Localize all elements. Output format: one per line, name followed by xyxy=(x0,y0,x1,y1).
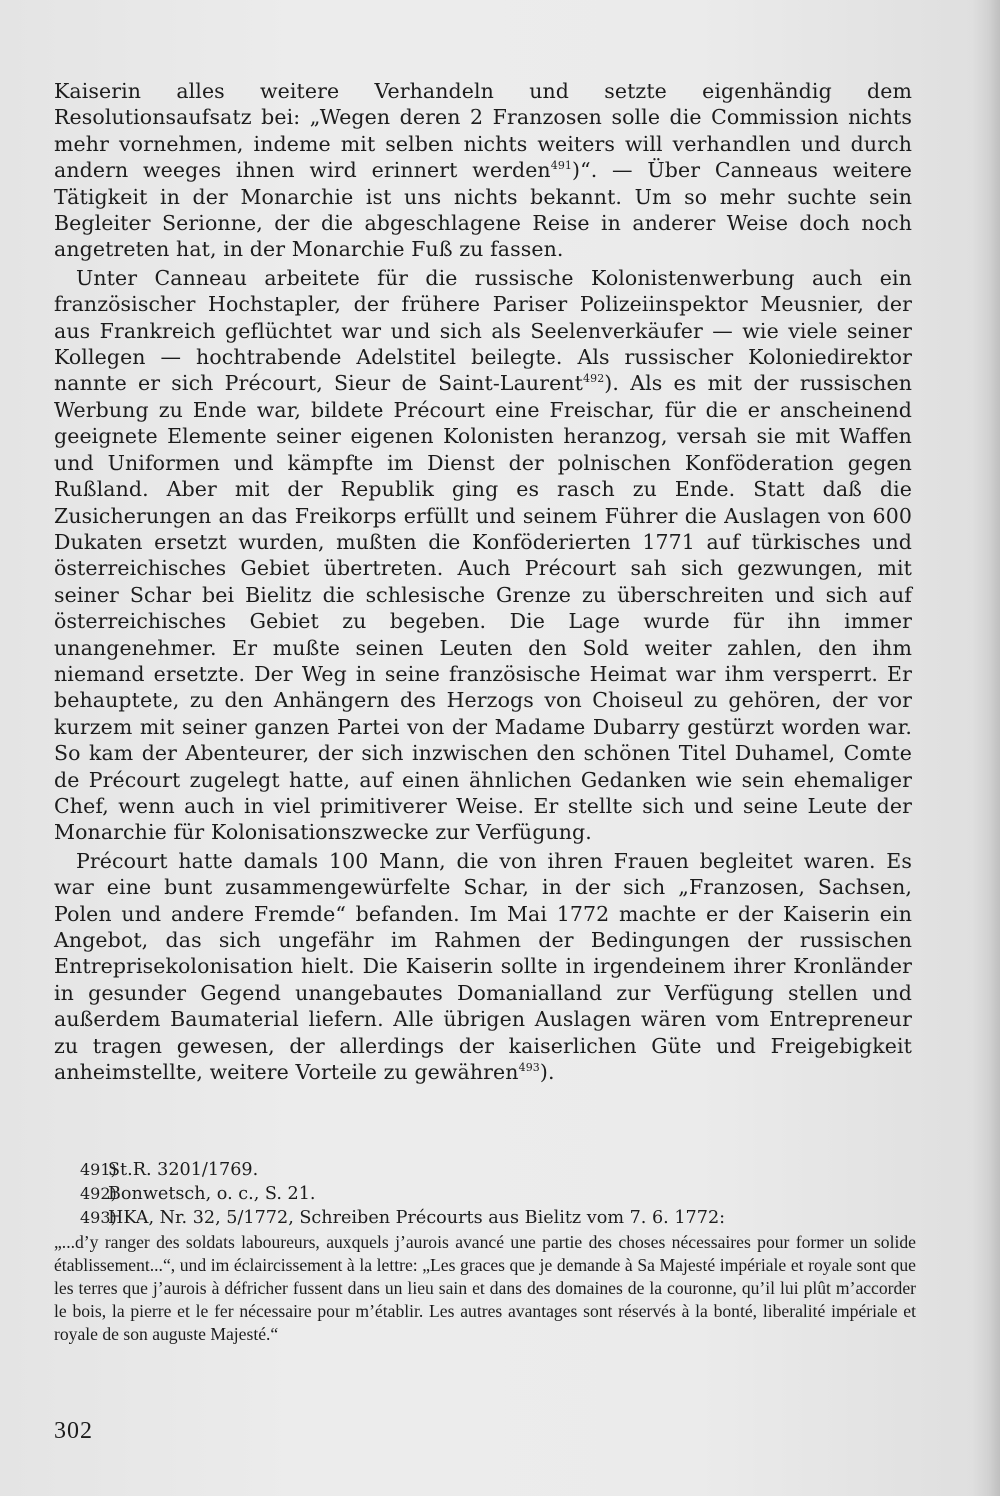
paragraph-3-tail: ). xyxy=(539,1060,555,1085)
paragraph-1 xyxy=(54,78,912,263)
paragraph-2-tail: ). Als es mit der russischen Werbung zu Ende war, bildete Précourt eine Freischar, für die er anscheinend geeignete Elemente seiner eigenen Kolonisten heranzog, versah sie mit Waffen und Uniformen und kämpfte im Dienst der polnischen Konföderation gegen Rußland. Aber mit der Republik ging es rasch zu Ende. Statt daß die Zusicherungen an das Freikorps erfüllt und seinem Führer die Auslagen von 600 Dukaten ersetzt wurden, mußten die Konföderierten 1771 auf türkisches und österreichisches Gebiet übertreten. Auch Précourt sah sich gezwungen, mit seiner Schar bei Bielitz die schlesische Grenze zu überschreiten und sich auf österreichisches Gebiet zu begeben. Die Lage wurde für ihn immer unangenehmer. Er mußte seinen Leuten den Sold weiter zahlen, den ihm niemand ersetzte. Der Weg in seine französische Heimat war ihm versperrt. Er behauptete, zu den Anhängern des Herzogs von Choiseul zu gehören, der vor kurzem mit seiner ganzen Partei von der Madame Dubarry gestürzt worden war. So kam der Abenteurer, der sich inzwischen den schönen Titel Duhamel, Comte de Précourt zugelegt hatte, auf einen ähnlichen Gedanken wie sein ehemaliger Chef, wenn auch in viel primitiverer Weise. Er stellte sich und seine Leute der Monarchie für Kolonisationszwecke zur Verfügung. xyxy=(54,371,912,845)
footnote-493 xyxy=(54,1206,916,1230)
paragraph-2-text: Unter Canneau arbeitete für die russische Kolonistenwerbung auch ein französischer Hochstapler, der frühere Pariser Polizeiinspektor Meusnier, der aus Frankreich geflüchtet war und sich als Seelenverkäufer — wie viele seiner Kollegen — hochtrabende Adelstitel beilegte. Als russischer Koloniedirektor nannte er sich Précourt, Sieur de Saint-Laurent xyxy=(54,265,912,396)
footnote-text: HKA, Nr. 32, 5/1772, Schreiben Précourts aus Bielitz vom 7. 6. 1772: xyxy=(108,1208,726,1229)
footnotes xyxy=(54,1158,916,1347)
footnote-text: St.R. 3201/1769. xyxy=(108,1160,259,1180)
footnote-ref-493[interactable]: 493 xyxy=(518,1061,540,1075)
binding-shadow xyxy=(972,0,1000,1496)
body-text xyxy=(54,78,912,1085)
footnote-491 xyxy=(54,1158,916,1182)
paragraph-1-tail: )“. — Über Canneaus weitere Tätigkeit in der Monarchie ist uns nichts bekannt. Um so mehr suchte sein Begleiter Serionne, der die abgeschlagene Reise in anderer Weise doch noch angetreten hat, in der Monarchie Fuß zu fassen. xyxy=(54,158,912,262)
footnote-text: Bonwetsch, o. c., S. 21. xyxy=(108,1184,316,1205)
footnote-number: 492) xyxy=(80,1184,117,1204)
paragraph-3-text: Précourt hatte damals 100 Mann, die von ihren Frauen begleitet waren. Es war eine bunt zusammengewürfelte Schar, in der sich „Franzosen, Sachsen, Polen und andere Fremde“ befanden. Im Mai 1772 machte er der Kaiserin ein Angebot, das sich ungefähr im Rahmen der Bedingungen der russischen Entreprisekolonisation hielt. Die Kaiserin sollte in irgendeinem ihrer Kronländer in gesunder Gegend unangebautes Domanialland zur Verfügung stellen und außerdem Baumaterial liefern. Alle übrigen Auslagen wären vom Entrepreneur zu tragen gewesen, der allerdings der kaiserlichen Güte und Freigebigkeit anheimstellte, weitere Vorteile zu gewähren xyxy=(54,848,912,1085)
footnote-number: 491) xyxy=(80,1160,117,1179)
footnote-492 xyxy=(54,1182,916,1206)
footnote-ref-492[interactable]: 492 xyxy=(583,372,605,386)
footnote-ref-491[interactable]: 491 xyxy=(550,159,573,173)
page-number: 302 xyxy=(54,1418,93,1444)
footnote-493-quote: „...d’y ranger des soldats labourеurs, auxquels j’aurois avancé une partie des choses nécessaires pour former un solide établissement...“, und im éclaircissement à la lettre: „Les graces que je demande à Sa Majesté impériale et royale sont que les terres que j’aurois à défricher fussent dans un lieu sain et dans des domaines de la couronne, qu’il lui plût m’accorder le bois, la pierre et le fer nécessaire pour m’établir. Les autres avantages sont réservés à la bonté, liberalité impériale et royale de son auguste Majesté.“ xyxy=(54,1231,916,1345)
footnote-number: 493) xyxy=(80,1208,117,1228)
paragraph-3 xyxy=(54,848,912,1086)
paragraph-1-text: Kaiserin alles weitere Verhandeln und setzte eigenhändig dem Resolutionsaufsatz bei: „Wegen deren 2 Franzosen solle die Commission nichts mehr vornehmen, indeme mit selben nichts weiters will verhandlen und durch andern weeges ihnen wird erinnert werden xyxy=(54,79,912,183)
paragraph-2 xyxy=(54,265,912,846)
